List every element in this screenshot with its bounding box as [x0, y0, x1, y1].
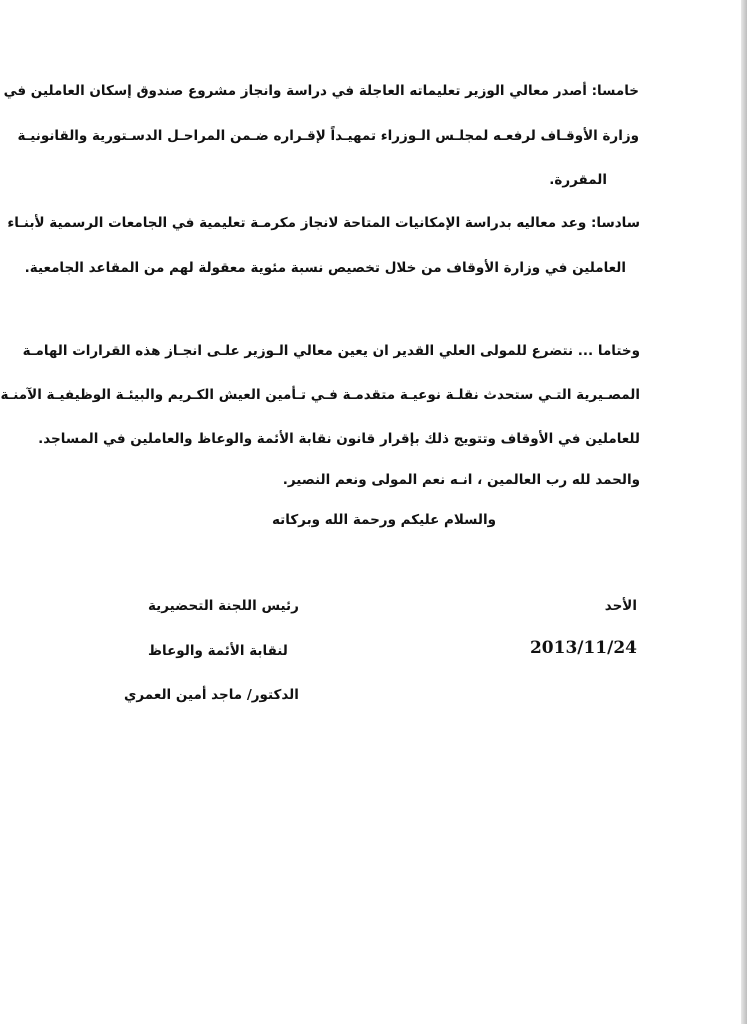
signatory-title-2: لنقابة الأئمة والوعاظ	[148, 643, 288, 659]
closing-line-3: للعاملين في الأوقاف وتتويج ذلك بإقرار قانون نقابة الأئمة والوعاظ والعاملين في المساجد.	[38, 431, 640, 447]
paragraph-6-line-1: سادسا: وعد معاليه بدراسة الإمكانيات المتاحة لانجاز مكرمـة تعليمية في الجامعات الرسمية لأبنـاء	[7, 215, 640, 231]
closing-line-2: المصـيرية التـي ستحدث نقلـة نوعيـة متقدمـة فـي تـأمين العيش الكـريم والبيئـة الوظيفيـة الآمنـة	[0, 387, 640, 403]
closing-line-1: وختاما ... نتضرع للمولى العلي القدير ان يعين معالي الـوزير علـى انجـاز هذه القرارات الهامـة	[22, 343, 640, 359]
day-label: الأحد	[604, 598, 637, 614]
paragraph-5-line-2: وزارة الأوقـاف لرفعـه لمجلـس الـوزراء تمهيـداً لإقـراره ضـمن المراحـل الدسـتورية والقانونيـة	[17, 128, 639, 144]
praise-line: والحمد لله رب العالمين ، انـه نعم المولى ونعم النصير.	[282, 472, 640, 488]
date-value: 2013/11/24	[529, 638, 637, 658]
salutation-line: والسلام عليكم ورحمة الله وبركاته	[272, 512, 497, 528]
paragraph-5-line-3: المقررة.	[549, 172, 607, 188]
signatory-title-1: رئيس اللجنة التحضيرية	[148, 598, 299, 614]
page-edge	[741, 0, 747, 1024]
paragraph-5-line-1: خامسا: أصدر معالي الوزير تعليماته العاجلة في دراسة وانجاز مشروع صندوق إسكان العاملين في	[3, 83, 639, 99]
signatory-name: الدكتور/ ماجد أمين العمري	[124, 687, 299, 703]
paragraph-6-line-2: العاملين في وزارة الأوقاف من خلال تخصيص نسبة مئوية معقولة لهم من المقاعد الجامعية.	[24, 260, 626, 276]
